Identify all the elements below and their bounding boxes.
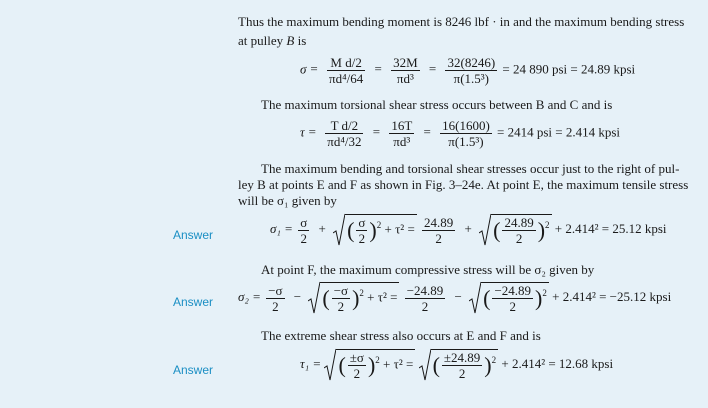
sqrt-sign: ( $\frac{\sigma}{2}$ )$^2$ + τ² = <box>333 213 417 247</box>
equation-torsional-stress: τ = $\frac{\text{T d/2}}{\text{πd⁴/32}}$ = $\frac{16T}{\text{πd³}}$ = $\frac{16(1600)}{\text{π(1.5³)}}$ = 2414 psi = 2.414 kpsi <box>300 118 621 149</box>
answer-label: Answer <box>173 295 214 309</box>
paragraph-line: at pulley B is <box>238 33 307 48</box>
paragraph-line: At point F, the maximum compressive stress will be σ₂ given by <box>261 262 595 277</box>
sqrt-sign: ( $\frac{-\sigma}{2}$ )$^2$ + τ² = <box>308 281 399 315</box>
paragraph-line: The extreme shear stress also occurs at E and F and is <box>261 328 541 343</box>
equation-tau1: τ₁ = ( $\frac{\pm\sigma}{2}$ )$^2$ + τ² = ( $\frac{\pm 24.89}{2}$ )$^2$ + 2.414² = 12.68 kpsi <box>300 350 614 381</box>
paragraph-line: Thus the maximum bending moment is 8246 lbf · in and the maximum bending stress <box>238 14 685 29</box>
paragraph-line: The maximum torsional shear stress occurs between B and C and is <box>261 97 613 112</box>
sqrt-sign: ( $\frac{\pm 24.89}{2}$ )$^2$ <box>419 348 499 382</box>
equation-bending-stress: σ = $\frac{\text{M d/2}}{\text{πd⁴/64}}$ = $\frac{32M}{\text{πd³}}$ = $\frac{32(8246)}{\text{π(1.5³)}}$ = 24 890 psi = 24.89 kpsi <box>300 55 636 86</box>
equation-sigma1: σ₁ = $\frac{\sigma}{2}$ + ( $\frac{\sigma}{2}$ )$^2$ + τ² = $\frac{24.89}{2}$ + ( $\frac{24.89}{2}$ )$^2$ + 2.414² = 25.12 kpsi <box>270 214 667 246</box>
paragraph-line: ley B at points E and F as shown in Fig. 3–24e. At point E, the maximum tensile stress <box>238 177 689 192</box>
answer-label: Answer <box>173 228 214 242</box>
sqrt-sign: ( $\frac{-24.89}{2}$ )$^2$ <box>469 281 549 315</box>
paragraph-line: will be σ₁ given by <box>238 193 337 208</box>
sqrt-sign: ( $\frac{\pm\sigma}{2}$ )$^2$ + τ² = <box>324 348 415 382</box>
answer-label: Answer <box>173 363 214 377</box>
paragraph-line: The maximum bending and torsional shear stresses occur just to the right of pul- <box>261 161 680 176</box>
equation-sigma2: σ₂ = $\frac{-\sigma}{2}$ − ( $\frac{-\sigma}{2}$ )$^2$ + τ² = $\frac{-24.89}{2}$ − ( $\frac{-24.89}{2}$ )$^2$ + 2.414² = −25.12 kpsi <box>238 282 672 314</box>
sqrt-sign: ( $\frac{24.89}{2}$ )$^2$ <box>479 213 551 247</box>
